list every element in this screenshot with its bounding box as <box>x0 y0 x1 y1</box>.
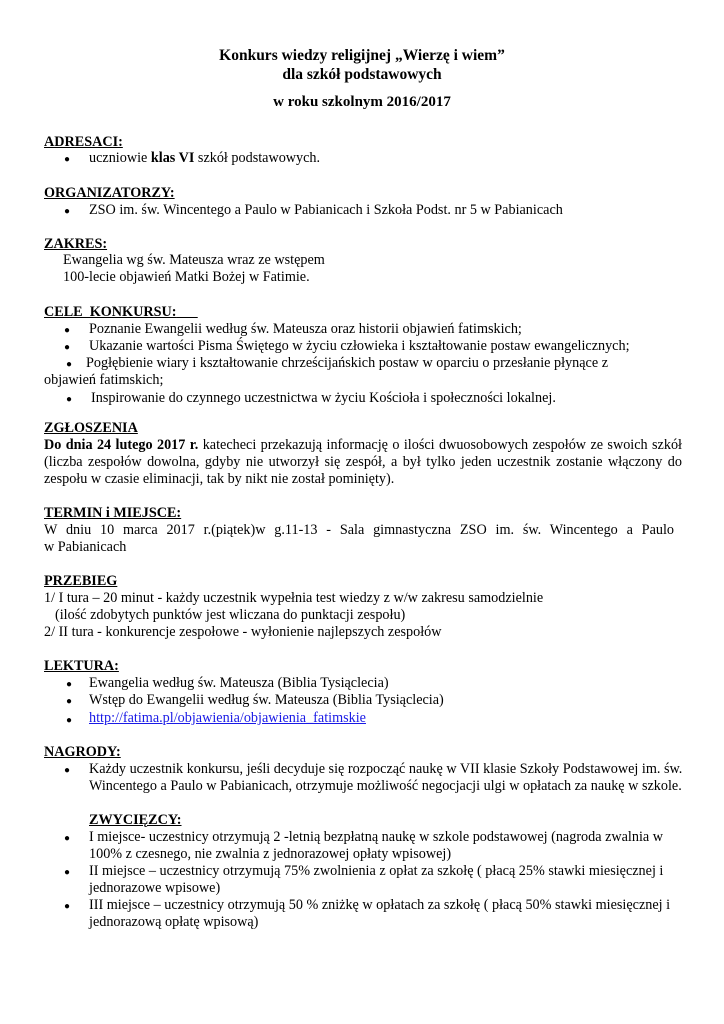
bullet-icon: ● <box>66 359 73 370</box>
przebieg-line1: 1/ I tura – 20 minut - każdy uczestnik wypełnia test wiedzy z w/w zakresu samodzielnie <box>44 590 544 606</box>
termin-line1: W dniu 10 marca 2017 r.(piątek)w g.11-13 - Sala gimnastyczna ZSO im. św. Wincentego a Paulo <box>44 522 674 538</box>
section-heading-przebieg: PRZEBIEG <box>44 573 118 589</box>
place-3: III miejsce – uczestnicy otrzymują 50 % zniżkę w opłatach za szkołę ( płacą 50% stawki miesięcznej i jednorazową opłatę wpisową) <box>89 897 671 930</box>
section-heading-adresaci: ADRESACI: <box>44 134 123 150</box>
doc-title-line1: Konkurs wiedzy religijnej „Wierzę i wiem” <box>219 47 505 64</box>
bullet-icon: ● <box>66 696 73 707</box>
zakres-line1: Ewangelia wg św. Mateusza wraz ze wstępem <box>63 252 325 268</box>
place-2: II miejsce – uczestnicy otrzymują 75% zwolnienia z opłat za szkołę ( płacą 25% stawki miesięcznej i jednorazowe wpisowe) <box>89 863 664 896</box>
bullet-icon: ● <box>64 154 71 165</box>
bullet-icon: ● <box>64 833 71 844</box>
bullet-icon: ● <box>64 765 71 776</box>
cele-item-2: Ukazanie wartości Pisma Świętego w życiu człowieka i kształtowanie postaw ewangelicznych; <box>89 338 630 354</box>
section-heading-lektura: LEKTURA: <box>44 658 119 674</box>
cele-item-4: Inspirowanie do czynnego uczestnictwa w życiu Kościoła i społeczności lokalnej. <box>91 390 556 406</box>
section-heading-organizatorzy: ORGANIZATORZY: <box>44 185 175 201</box>
zakres-line2: 100-lecie objawień Matki Bożej w Fatimie. <box>63 269 310 285</box>
section-heading-nagrody: NAGRODY: <box>44 744 121 760</box>
lektura-item-1: Ewangelia według św. Mateusza (Biblia Tysiąclecia) <box>89 675 389 691</box>
section-heading-cele: CELE KONKURSU: <box>44 304 177 320</box>
nagrody-item-1: Każdy uczestnik konkursu, jeśli decyduje się rozpocząć naukę w VII klasie Szkoły Podstawowej im. św. Wincentego a Paulo w Pabianicach, otrzymuje możliwość negocjacji ulgi w opłatach za naukę w szkole. <box>89 761 683 794</box>
przebieg-line2: (ilość zdobytych punktów jest wliczana do punktacji zespołu) <box>55 607 406 623</box>
przebieg-line3: 2/ II tura - konkurencje zespołowe - wyłonienie najlepszych zespołów <box>44 624 442 640</box>
bullet-icon: ● <box>64 325 71 336</box>
section-heading-zakres: ZAKRES: <box>44 236 108 252</box>
cele-item-3-cont: objawień fatimskich; <box>44 372 164 388</box>
lektura-item-2: Wstęp do Ewangelii według św. Mateusza (Biblia Tysiąclecia) <box>89 692 444 708</box>
doc-title-line3: w roku szkolnym 2016/2017 <box>273 94 451 110</box>
bullet-icon: ● <box>64 206 71 217</box>
termin-line2: w Pabianicach <box>44 539 127 555</box>
bullet-icon: ● <box>64 901 71 912</box>
fatima-link[interactable]: http://fatima.pl/objawienia/objawienia_fatimskie <box>89 710 366 726</box>
cele-item-1: Poznanie Ewangelii według św. Mateusza oraz historii objawień fatimskich; <box>89 321 522 337</box>
bullet-icon: ● <box>64 342 71 353</box>
bullet-icon: ● <box>66 679 73 690</box>
zwyciezcy-heading: ZWYCIĘZCY: <box>89 812 182 828</box>
bullet-icon: ● <box>66 715 73 726</box>
adresaci-item: uczniowie klas VI szkół podstawowych. <box>89 150 321 166</box>
section-heading-termin: TERMIN i MIEJSCE: <box>44 505 182 521</box>
doc-title-line2: dla szkół podstawowych <box>282 66 442 83</box>
section-heading-zgloszenia: ZGŁOSZENIA <box>44 420 138 436</box>
bullet-icon: ● <box>64 867 71 878</box>
bullet-icon: ● <box>66 394 73 405</box>
place-1: I miejsce- uczestnicy otrzymują 2 -letnią bezpłatną naukę w szkole podstawowej (nagroda zwalnia w 100% z czesnego, nie zwalnia z jednorazowej opłaty wpisowej) <box>89 829 663 862</box>
cele-item-3: Pogłębienie wiary i kształtowanie chrześcijańskich postaw w oparciu o przesłanie płynące z <box>86 355 608 371</box>
zgloszenia-text: Do dnia 24 lutego 2017 r. katecheci przekazują informację o ilości dwuosobowych zespołów ze swoich szkół (liczba zespołów dowolna, gdyby nie utworzył się zespół, a był tylko jeden uczestnik zostanie włączony do zespołu w czasie eliminacji, tak by nikt nie został pominięty). <box>44 437 682 487</box>
organizatorzy-item: ZSO im. św. Wincentego a Paulo w Pabianicach i Szkoła Podst. nr 5 w Pabianicach <box>89 202 563 218</box>
